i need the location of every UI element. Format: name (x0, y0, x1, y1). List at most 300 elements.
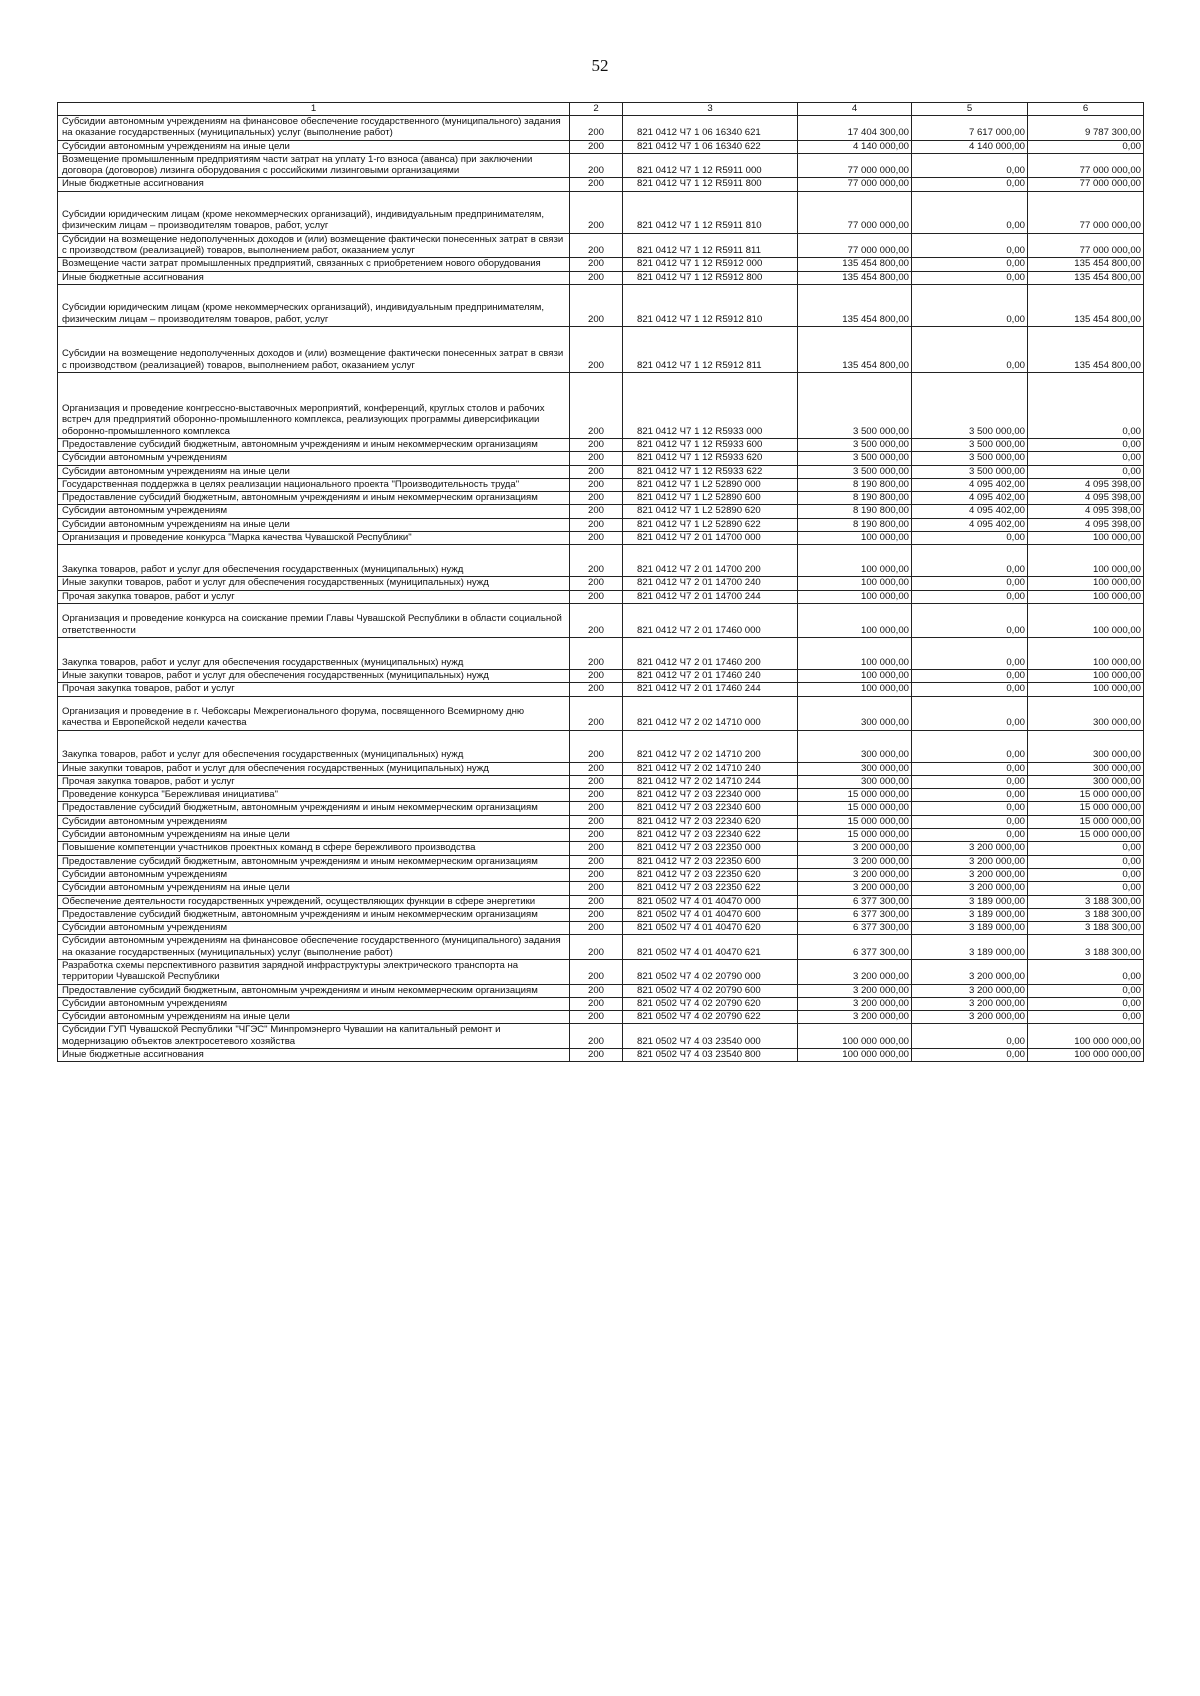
column-number-row (58, 103, 1144, 116)
row-code-cell: 821 0412 Ч7 1 12 R5933 000 (623, 372, 798, 438)
row-name-cell: Субсидии юридическим лицам (кроме некоммерческих организаций), индивидуальным предпринимателям, физическим лицам – производителям товаров, работ, услуг (58, 284, 570, 326)
row-name-cell: Субсидии юридическим лицам (кроме некоммерческих организаций), индивидуальным предпринимателям, физическим лицам – производителям товаров, работ, услуг (58, 191, 570, 233)
row-name-cell: Иные закупки товаров, работ и услуг для обеспечения государственных (муниципальных) нужд (58, 669, 570, 682)
row-kvr-cell: 200 (570, 478, 623, 491)
row-code-cell: 821 0412 Ч7 1 L2 52890 000 (623, 478, 798, 491)
row-name-cell: Субсидии автономным учреждениям (58, 505, 570, 518)
table-row (58, 997, 1144, 1010)
row-total-cell: 300 000,00 (798, 730, 912, 762)
table-row (58, 233, 1144, 258)
table-row (58, 984, 1144, 997)
row-amount-2021-cell: 0,00 (912, 683, 1028, 696)
row-total-cell: 17 404 300,00 (798, 116, 912, 141)
table-row (58, 372, 1144, 438)
row-code-cell: 821 0502 Ч7 4 01 40470 600 (623, 908, 798, 921)
row-amount-2021-cell: 0,00 (912, 775, 1028, 788)
row-name-cell: Возмещение промышленным предприятиям части затрат на уплату 1-го взноса (аванса) при заключении договора (договоров) лизинга оборудования с российскими лизинговыми организациями (58, 153, 570, 178)
table-row (58, 1049, 1144, 1062)
row-amount-2021-cell: 3 189 000,00 (912, 895, 1028, 908)
row-name-cell: Субсидии ГУП Чувашской Республики "ЧГЭС" Минпромэнерго Чувашии на капитальный ремонт и модернизацию объектов электросетевого хозяйства (58, 1024, 570, 1049)
table-row (58, 775, 1144, 788)
row-kvr-cell: 200 (570, 532, 623, 545)
row-kvr-cell: 200 (570, 545, 623, 577)
row-amount-2022-cell: 4 095 398,00 (1028, 505, 1144, 518)
row-total-cell: 3 200 000,00 (798, 997, 912, 1010)
row-name-cell: Прочая закупка товаров, работ и услуг (58, 683, 570, 696)
table-row (58, 855, 1144, 868)
row-code-cell: 821 0412 Ч7 1 12 R5911 811 (623, 233, 798, 258)
row-name-cell: Иные закупки товаров, работ и услуг для обеспечения государственных (муниципальных) нужд (58, 577, 570, 590)
row-kvr-cell: 200 (570, 882, 623, 895)
table-row (58, 637, 1144, 669)
row-kvr-cell: 200 (570, 855, 623, 868)
row-amount-2022-cell: 300 000,00 (1028, 696, 1144, 730)
row-total-cell: 6 377 300,00 (798, 895, 912, 908)
row-code-cell: 821 0412 Ч7 1 12 R5912 811 (623, 326, 798, 372)
row-amount-2022-cell: 300 000,00 (1028, 730, 1144, 762)
table-row (58, 935, 1144, 960)
row-amount-2021-cell: 3 189 000,00 (912, 935, 1028, 960)
row-code-cell: 821 0412 Ч7 2 03 22340 000 (623, 789, 798, 802)
row-total-cell: 300 000,00 (798, 775, 912, 788)
row-amount-2022-cell: 135 454 800,00 (1028, 284, 1144, 326)
row-total-cell: 77 000 000,00 (798, 153, 912, 178)
row-code-cell: 821 0412 Ч7 2 01 14700 240 (623, 577, 798, 590)
row-total-cell: 8 190 800,00 (798, 518, 912, 531)
row-name-cell: Иные закупки товаров, работ и услуг для обеспечения государственных (муниципальных) нужд (58, 762, 570, 775)
row-amount-2022-cell: 100 000,00 (1028, 669, 1144, 682)
row-name-cell: Предоставление субсидий бюджетным, автономным учреждениям и иным некоммерческим организациям (58, 492, 570, 505)
column-header: 5 (912, 103, 1028, 116)
row-total-cell: 300 000,00 (798, 762, 912, 775)
row-code-cell: 821 0412 Ч7 2 01 14700 200 (623, 545, 798, 577)
row-total-cell: 15 000 000,00 (798, 802, 912, 815)
row-code-cell: 821 0502 Ч7 4 01 40470 620 (623, 922, 798, 935)
row-name-cell: Субсидии автономным учреждениям на иные цели (58, 465, 570, 478)
row-kvr-cell: 200 (570, 116, 623, 141)
page-number: 52 (591, 56, 609, 75)
row-code-cell: 821 0412 Ч7 2 03 22350 620 (623, 868, 798, 881)
row-code-cell: 821 0412 Ч7 1 L2 52890 622 (623, 518, 798, 531)
row-amount-2022-cell: 9 787 300,00 (1028, 116, 1144, 141)
row-amount-2022-cell: 0,00 (1028, 842, 1144, 855)
row-kvr-cell: 200 (570, 153, 623, 178)
row-kvr-cell: 200 (570, 603, 623, 637)
row-amount-2022-cell: 0,00 (1028, 438, 1144, 451)
table-row (58, 191, 1144, 233)
row-kvr-cell: 200 (570, 284, 623, 326)
row-amount-2022-cell: 3 188 300,00 (1028, 895, 1144, 908)
row-name-cell: Возмещение части затрат промышленных предприятий, связанных с приобретением нового оборудования (58, 258, 570, 271)
row-amount-2021-cell: 3 200 000,00 (912, 997, 1028, 1010)
row-total-cell: 3 200 000,00 (798, 959, 912, 984)
table-row (58, 492, 1144, 505)
table-row (58, 669, 1144, 682)
row-total-cell: 135 454 800,00 (798, 284, 912, 326)
table-row (58, 452, 1144, 465)
row-kvr-cell: 200 (570, 935, 623, 960)
table-row (58, 153, 1144, 178)
row-total-cell: 135 454 800,00 (798, 258, 912, 271)
table-row (58, 908, 1144, 921)
row-amount-2021-cell: 7 617 000,00 (912, 116, 1028, 141)
row-total-cell: 6 377 300,00 (798, 935, 912, 960)
row-total-cell: 100 000,00 (798, 545, 912, 577)
row-amount-2022-cell: 100 000 000,00 (1028, 1024, 1144, 1049)
row-name-cell: Субсидии автономным учреждениям на иные цели (58, 518, 570, 531)
row-code-cell: 821 0502 Ч7 4 03 23540 000 (623, 1024, 798, 1049)
row-name-cell: Предоставление субсидий бюджетным, автономным учреждениям и иным некоммерческим организациям (58, 908, 570, 921)
row-name-cell: Закупка товаров, работ и услуг для обеспечения государственных (муниципальных) нужд (58, 545, 570, 577)
row-amount-2021-cell: 3 200 000,00 (912, 868, 1028, 881)
row-total-cell: 6 377 300,00 (798, 908, 912, 921)
table-row (58, 258, 1144, 271)
row-code-cell: 821 0412 Ч7 2 02 14710 000 (623, 696, 798, 730)
row-total-cell: 100 000,00 (798, 590, 912, 603)
table-row (58, 959, 1144, 984)
row-amount-2022-cell: 0,00 (1028, 452, 1144, 465)
row-amount-2022-cell: 77 000 000,00 (1028, 233, 1144, 258)
row-total-cell: 3 200 000,00 (798, 855, 912, 868)
row-kvr-cell: 200 (570, 438, 623, 451)
row-code-cell: 821 0412 Ч7 2 01 17460 240 (623, 669, 798, 682)
table-row (58, 802, 1144, 815)
row-amount-2021-cell: 3 189 000,00 (912, 922, 1028, 935)
table-row (58, 683, 1144, 696)
row-code-cell: 821 0412 Ч7 2 01 17460 200 (623, 637, 798, 669)
row-code-cell: 821 0412 Ч7 1 12 R5912 000 (623, 258, 798, 271)
row-amount-2022-cell: 100 000,00 (1028, 590, 1144, 603)
row-total-cell: 3 200 000,00 (798, 868, 912, 881)
table-row (58, 762, 1144, 775)
row-name-cell: Организация и проведение конкурса "Марка качества Чувашской Республики" (58, 532, 570, 545)
row-kvr-cell: 200 (570, 233, 623, 258)
row-code-cell: 821 0412 Ч7 2 03 22340 622 (623, 829, 798, 842)
row-total-cell: 15 000 000,00 (798, 829, 912, 842)
row-name-cell: Субсидии автономным учреждениям (58, 452, 570, 465)
table-body (58, 116, 1144, 1062)
row-amount-2021-cell: 0,00 (912, 603, 1028, 637)
row-amount-2022-cell: 3 188 300,00 (1028, 922, 1144, 935)
row-name-cell: Предоставление субсидий бюджетным, автономным учреждениям и иным некоммерческим организациям (58, 802, 570, 815)
column-header: 4 (798, 103, 912, 116)
row-amount-2021-cell: 3 500 000,00 (912, 372, 1028, 438)
row-total-cell: 100 000,00 (798, 532, 912, 545)
row-amount-2021-cell: 0,00 (912, 802, 1028, 815)
row-amount-2022-cell: 100 000,00 (1028, 577, 1144, 590)
row-amount-2021-cell: 4 095 402,00 (912, 478, 1028, 491)
row-amount-2021-cell: 3 200 000,00 (912, 984, 1028, 997)
row-total-cell: 3 500 000,00 (798, 372, 912, 438)
row-total-cell: 100 000,00 (798, 669, 912, 682)
row-kvr-cell: 200 (570, 775, 623, 788)
row-amount-2021-cell: 3 200 000,00 (912, 855, 1028, 868)
row-amount-2021-cell: 4 095 402,00 (912, 518, 1028, 531)
row-amount-2021-cell: 0,00 (912, 696, 1028, 730)
table-row (58, 1024, 1144, 1049)
row-name-cell: Иные бюджетные ассигнования (58, 178, 570, 191)
row-name-cell: Субсидии на возмещение недополученных доходов и (или) возмещение фактически понесенных затрат в связи с производством (реализацией) товаров, выполнением работ, оказанием услуг (58, 326, 570, 372)
row-amount-2021-cell: 0,00 (912, 730, 1028, 762)
row-total-cell: 100 000 000,00 (798, 1024, 912, 1049)
row-name-cell: Субсидии автономным учреждениям (58, 922, 570, 935)
row-code-cell: 821 0502 Ч7 4 02 20790 620 (623, 997, 798, 1010)
row-code-cell: 821 0502 Ч7 4 02 20790 000 (623, 959, 798, 984)
row-amount-2022-cell: 100 000,00 (1028, 545, 1144, 577)
row-kvr-cell: 200 (570, 372, 623, 438)
row-code-cell: 821 0412 Ч7 1 L2 52890 600 (623, 492, 798, 505)
row-code-cell: 821 0412 Ч7 2 02 14710 244 (623, 775, 798, 788)
table-row (58, 868, 1144, 881)
row-amount-2021-cell: 3 200 000,00 (912, 959, 1028, 984)
row-code-cell: 821 0502 Ч7 4 01 40470 000 (623, 895, 798, 908)
row-name-cell: Субсидии автономным учреждениям (58, 997, 570, 1010)
row-name-cell: Повышение компетенции участников проектных команд в сфере бережливого производства (58, 842, 570, 855)
table-row (58, 532, 1144, 545)
row-code-cell: 821 0412 Ч7 1 12 R5911 800 (623, 178, 798, 191)
row-kvr-cell: 200 (570, 637, 623, 669)
row-amount-2022-cell: 100 000,00 (1028, 683, 1144, 696)
row-name-cell: Прочая закупка товаров, работ и услуг (58, 590, 570, 603)
table-row (58, 465, 1144, 478)
row-name-cell: Предоставление субсидий бюджетным, автономным учреждениям и иным некоммерческим организациям (58, 984, 570, 997)
table-row (58, 829, 1144, 842)
table-row (58, 518, 1144, 531)
row-amount-2022-cell: 0,00 (1028, 1011, 1144, 1024)
row-amount-2021-cell: 0,00 (912, 284, 1028, 326)
row-amount-2022-cell: 300 000,00 (1028, 762, 1144, 775)
row-name-cell: Предоставление субсидий бюджетным, автономным учреждениям и иным некоммерческим организациям (58, 438, 570, 451)
row-code-cell: 821 0412 Ч7 2 03 22350 000 (623, 842, 798, 855)
row-total-cell: 3 200 000,00 (798, 984, 912, 997)
row-kvr-cell: 200 (570, 590, 623, 603)
table-row (58, 271, 1144, 284)
row-total-cell: 100 000,00 (798, 637, 912, 669)
row-kvr-cell: 200 (570, 696, 623, 730)
row-total-cell: 3 500 000,00 (798, 465, 912, 478)
row-code-cell: 821 0412 Ч7 1 12 R5933 622 (623, 465, 798, 478)
row-amount-2022-cell: 0,00 (1028, 984, 1144, 997)
column-header: 2 (570, 103, 623, 116)
row-amount-2022-cell: 15 000 000,00 (1028, 789, 1144, 802)
row-amount-2022-cell: 3 188 300,00 (1028, 908, 1144, 921)
table-row (58, 577, 1144, 590)
row-amount-2022-cell: 0,00 (1028, 959, 1144, 984)
row-kvr-cell: 200 (570, 829, 623, 842)
row-kvr-cell: 200 (570, 492, 623, 505)
row-amount-2022-cell: 100 000 000,00 (1028, 1049, 1144, 1062)
table-row (58, 178, 1144, 191)
row-name-cell: Прочая закупка товаров, работ и услуг (58, 775, 570, 788)
row-kvr-cell: 200 (570, 908, 623, 921)
row-total-cell: 8 190 800,00 (798, 505, 912, 518)
row-code-cell: 821 0412 Ч7 1 12 R5911 810 (623, 191, 798, 233)
row-amount-2021-cell: 0,00 (912, 191, 1028, 233)
table-row (58, 545, 1144, 577)
row-kvr-cell: 200 (570, 140, 623, 153)
row-amount-2021-cell: 0,00 (912, 669, 1028, 682)
row-amount-2021-cell: 0,00 (912, 153, 1028, 178)
row-amount-2021-cell: 0,00 (912, 1049, 1028, 1062)
column-header: 3 (623, 103, 798, 116)
table-row (58, 789, 1144, 802)
row-amount-2021-cell: 3 500 000,00 (912, 452, 1028, 465)
table-row (58, 284, 1144, 326)
row-kvr-cell: 200 (570, 842, 623, 855)
row-amount-2022-cell: 15 000 000,00 (1028, 829, 1144, 842)
row-total-cell: 77 000 000,00 (798, 191, 912, 233)
row-amount-2021-cell: 0,00 (912, 789, 1028, 802)
row-amount-2022-cell: 100 000,00 (1028, 532, 1144, 545)
row-code-cell: 821 0502 Ч7 4 03 23540 800 (623, 1049, 798, 1062)
row-total-cell: 300 000,00 (798, 696, 912, 730)
table-row (58, 590, 1144, 603)
row-code-cell: 821 0412 Ч7 2 03 22350 600 (623, 855, 798, 868)
row-amount-2021-cell: 0,00 (912, 829, 1028, 842)
row-amount-2022-cell: 135 454 800,00 (1028, 326, 1144, 372)
row-amount-2021-cell: 3 200 000,00 (912, 882, 1028, 895)
row-kvr-cell: 200 (570, 577, 623, 590)
table-row (58, 505, 1144, 518)
table-row (58, 842, 1144, 855)
row-name-cell: Закупка товаров, работ и услуг для обеспечения государственных (муниципальных) нужд (58, 637, 570, 669)
row-amount-2021-cell: 0,00 (912, 326, 1028, 372)
row-amount-2021-cell: 0,00 (912, 815, 1028, 828)
row-amount-2022-cell: 4 095 398,00 (1028, 518, 1144, 531)
row-kvr-cell: 200 (570, 518, 623, 531)
row-kvr-cell: 200 (570, 669, 623, 682)
row-kvr-cell: 200 (570, 895, 623, 908)
row-code-cell: 821 0412 Ч7 2 01 14700 000 (623, 532, 798, 545)
row-amount-2021-cell: 0,00 (912, 762, 1028, 775)
row-code-cell: 821 0412 Ч7 1 06 16340 622 (623, 140, 798, 153)
table-row (58, 140, 1144, 153)
row-amount-2022-cell: 77 000 000,00 (1028, 178, 1144, 191)
row-kvr-cell: 200 (570, 922, 623, 935)
row-amount-2022-cell: 15 000 000,00 (1028, 802, 1144, 815)
row-code-cell: 821 0502 Ч7 4 02 20790 622 (623, 1011, 798, 1024)
row-code-cell: 821 0412 Ч7 2 01 17460 244 (623, 683, 798, 696)
row-amount-2022-cell: 0,00 (1028, 997, 1144, 1010)
table-row (58, 116, 1144, 141)
row-amount-2022-cell: 100 000,00 (1028, 603, 1144, 637)
row-name-cell: Субсидии автономным учреждениям (58, 815, 570, 828)
row-name-cell: Субсидии автономным учреждениям на иные цели (58, 140, 570, 153)
row-amount-2022-cell: 3 188 300,00 (1028, 935, 1144, 960)
row-kvr-cell: 200 (570, 802, 623, 815)
row-total-cell: 135 454 800,00 (798, 326, 912, 372)
row-kvr-cell: 200 (570, 762, 623, 775)
row-amount-2022-cell: 0,00 (1028, 140, 1144, 153)
row-code-cell: 821 0412 Ч7 2 01 14700 244 (623, 590, 798, 603)
row-code-cell: 821 0412 Ч7 2 01 17460 000 (623, 603, 798, 637)
table-row (58, 730, 1144, 762)
row-amount-2021-cell: 4 140 000,00 (912, 140, 1028, 153)
row-name-cell: Субсидии автономным учреждениям на финансовое обеспечение государственного (муниципального) задания на оказание государственных (муниципальных) услуг (выполнение работ) (58, 935, 570, 960)
row-total-cell: 8 190 800,00 (798, 492, 912, 505)
row-amount-2021-cell: 3 200 000,00 (912, 842, 1028, 855)
row-amount-2022-cell: 15 000 000,00 (1028, 815, 1144, 828)
row-kvr-cell: 200 (570, 465, 623, 478)
row-name-cell: Субсидии автономным учреждениям на иные цели (58, 1011, 570, 1024)
row-name-cell: Государственная поддержка в целях реализации национального проекта "Производительность труда" (58, 478, 570, 491)
table-row (58, 882, 1144, 895)
row-total-cell: 4 140 000,00 (798, 140, 912, 153)
table-row (58, 1011, 1144, 1024)
row-name-cell: Иные бюджетные ассигнования (58, 1049, 570, 1062)
row-amount-2021-cell: 0,00 (912, 532, 1028, 545)
row-total-cell: 3 200 000,00 (798, 882, 912, 895)
row-amount-2022-cell: 100 000,00 (1028, 637, 1144, 669)
row-code-cell: 821 0412 Ч7 1 12 R5933 620 (623, 452, 798, 465)
row-kvr-cell: 200 (570, 505, 623, 518)
row-code-cell: 821 0412 Ч7 2 03 22340 600 (623, 802, 798, 815)
row-total-cell: 100 000,00 (798, 603, 912, 637)
table-row (58, 895, 1144, 908)
row-amount-2021-cell: 0,00 (912, 258, 1028, 271)
row-amount-2022-cell: 0,00 (1028, 465, 1144, 478)
row-total-cell: 8 190 800,00 (798, 478, 912, 491)
row-name-cell: Иные бюджетные ассигнования (58, 271, 570, 284)
table-row (58, 696, 1144, 730)
row-kvr-cell: 200 (570, 868, 623, 881)
row-code-cell: 821 0412 Ч7 1 12 R5912 800 (623, 271, 798, 284)
row-name-cell: Организация и проведение в г. Чебоксары Межрегионального форума, посвященного Всемирному дню качества и Европейской недели качества (58, 696, 570, 730)
row-amount-2021-cell: 0,00 (912, 233, 1028, 258)
row-total-cell: 6 377 300,00 (798, 922, 912, 935)
budget-table (57, 102, 1144, 1062)
row-amount-2021-cell: 0,00 (912, 577, 1028, 590)
row-amount-2021-cell: 0,00 (912, 271, 1028, 284)
row-name-cell: Разработка схемы перспективного развития зарядной инфраструктуры электрического транспорта на территории Чувашской Республики (58, 959, 570, 984)
row-amount-2022-cell: 0,00 (1028, 372, 1144, 438)
row-name-cell: Субсидии автономным учреждениям на финансовое обеспечение государственного (муниципального) задания на оказание государственных (муниципальных) услуг (выполнение работ) (58, 116, 570, 141)
row-amount-2022-cell: 300 000,00 (1028, 775, 1144, 788)
row-total-cell: 77 000 000,00 (798, 233, 912, 258)
row-kvr-cell: 200 (570, 959, 623, 984)
row-name-cell: Организация и проведение конкурса на соискание премии Главы Чувашской Республики в области социальной ответственности (58, 603, 570, 637)
row-code-cell: 821 0502 Ч7 4 02 20790 600 (623, 984, 798, 997)
row-amount-2021-cell: 0,00 (912, 1024, 1028, 1049)
row-code-cell: 821 0412 Ч7 2 03 22340 620 (623, 815, 798, 828)
row-amount-2021-cell: 4 095 402,00 (912, 492, 1028, 505)
row-total-cell: 3 500 000,00 (798, 452, 912, 465)
row-total-cell: 100 000,00 (798, 683, 912, 696)
row-amount-2021-cell: 0,00 (912, 545, 1028, 577)
row-name-cell: Субсидии автономным учреждениям на иные цели (58, 882, 570, 895)
row-code-cell: 821 0412 Ч7 2 02 14710 200 (623, 730, 798, 762)
row-name-cell: Обеспечение деятельности государственных учреждений, осуществляющих функции в сфере энергетики (58, 895, 570, 908)
table-row (58, 326, 1144, 372)
row-kvr-cell: 200 (570, 1049, 623, 1062)
row-code-cell: 821 0412 Ч7 2 02 14710 240 (623, 762, 798, 775)
row-amount-2021-cell: 4 095 402,00 (912, 505, 1028, 518)
row-kvr-cell: 200 (570, 271, 623, 284)
row-amount-2021-cell: 0,00 (912, 178, 1028, 191)
table-row (58, 478, 1144, 491)
row-name-cell: Проведение конкурса "Бережливая инициатива" (58, 789, 570, 802)
row-code-cell: 821 0412 Ч7 2 03 22350 622 (623, 882, 798, 895)
row-total-cell: 100 000,00 (798, 577, 912, 590)
row-code-cell: 821 0412 Ч7 1 06 16340 621 (623, 116, 798, 141)
row-amount-2022-cell: 0,00 (1028, 868, 1144, 881)
row-total-cell: 77 000 000,00 (798, 178, 912, 191)
row-amount-2021-cell: 3 500 000,00 (912, 465, 1028, 478)
row-name-cell: Субсидии автономным учреждениям (58, 868, 570, 881)
row-name-cell: Субсидии на возмещение недополученных доходов и (или) возмещение фактически понесенных затрат в связи с производством (реализацией) товаров, выполнением работ, оказанием услуг (58, 233, 570, 258)
row-kvr-cell: 200 (570, 452, 623, 465)
row-amount-2021-cell: 3 200 000,00 (912, 1011, 1028, 1024)
